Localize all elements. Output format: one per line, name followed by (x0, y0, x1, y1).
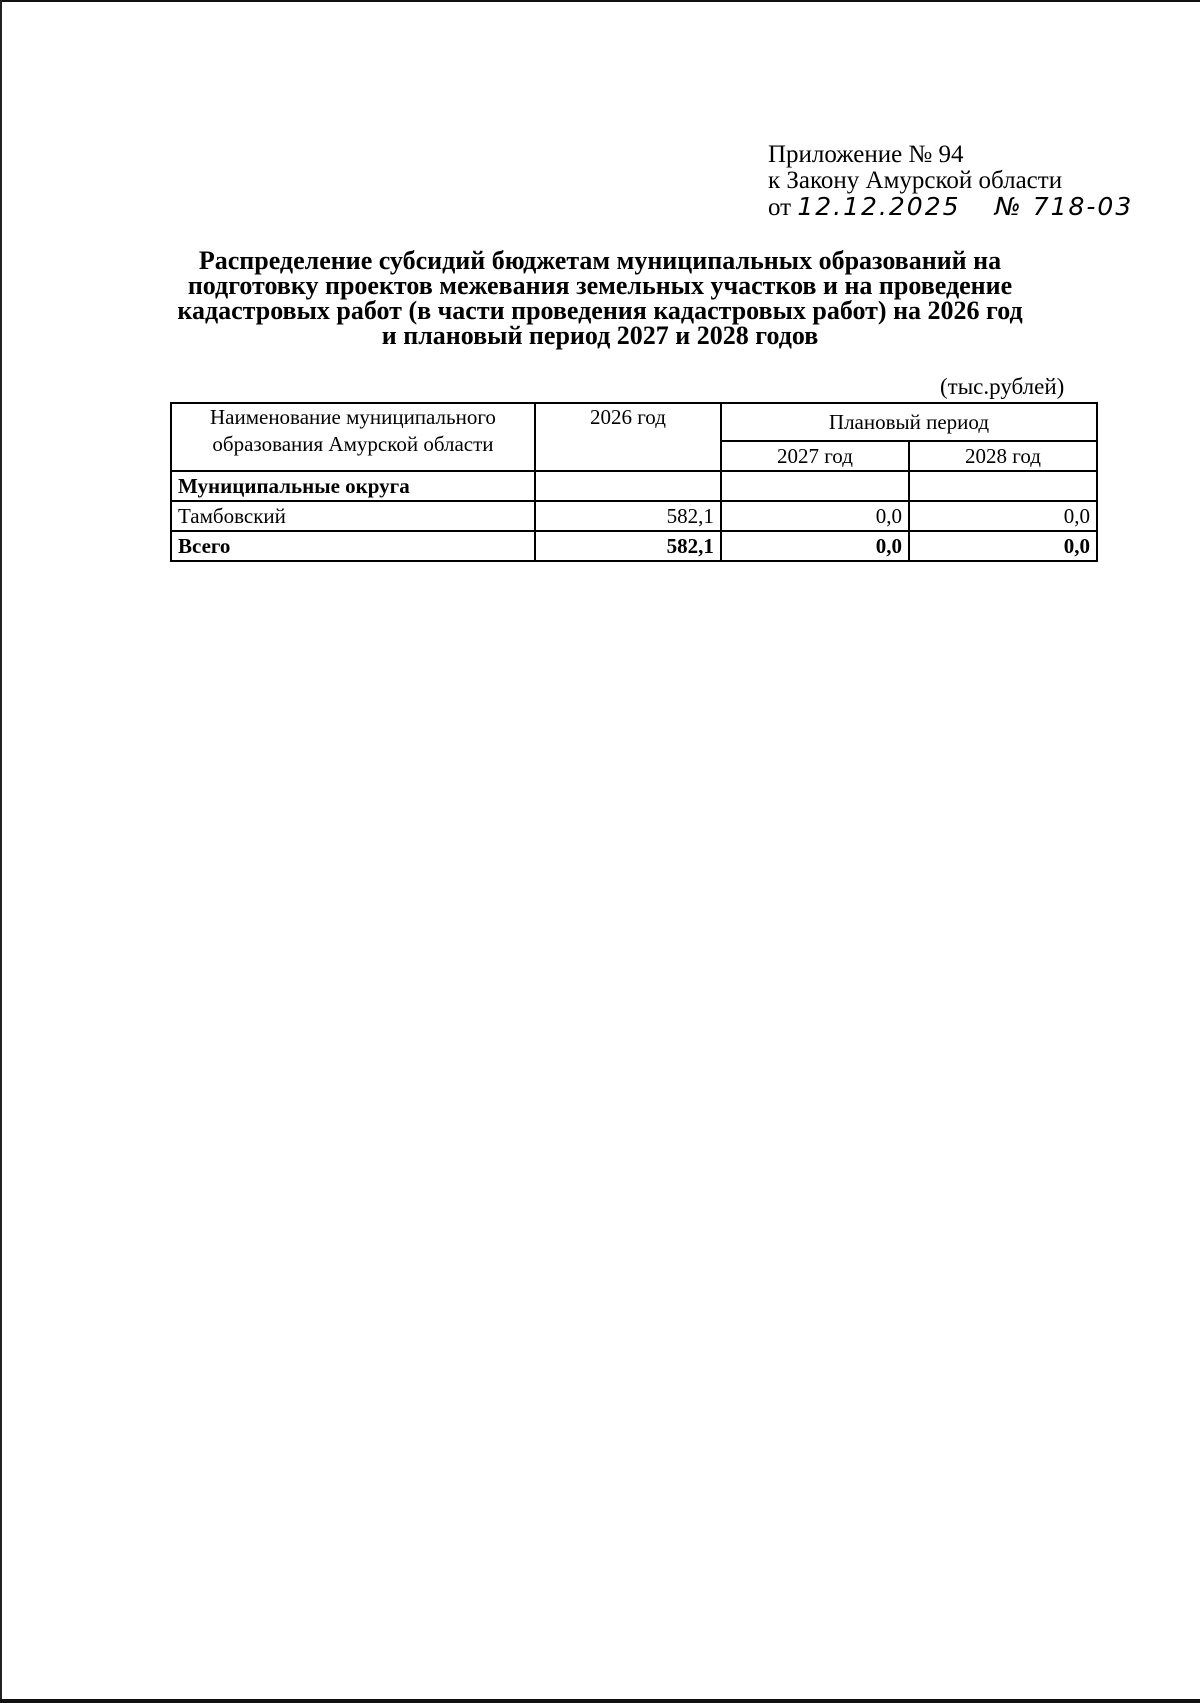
units-label: (тыс.рублей) (940, 374, 1065, 399)
title-line-4: и плановый период 2027 и 2028 годов (381, 321, 819, 350)
row-value-2026: 582,1 (535, 501, 721, 531)
row-value-2028 (909, 471, 1097, 501)
row-value-2026 (535, 471, 721, 501)
table-header-row (171, 403, 1097, 441)
scan-border-top (0, 0, 1200, 2)
row-name: Муниципальные округа (171, 471, 535, 501)
handwritten-date: 12.12.2025 (797, 192, 961, 221)
scan-border-left (0, 0, 2, 1703)
row-value-2026: 582,1 (535, 531, 721, 561)
table-row-total (171, 531, 1097, 561)
appendix-date-line (768, 194, 1133, 221)
subsidy-distribution-table (170, 402, 1098, 562)
row-value-2027: 0,0 (721, 531, 909, 561)
row-name: Всего (171, 531, 535, 561)
handwritten-law-number: № 718-03 (994, 192, 1134, 221)
column-header-planned-period: Плановый период (721, 403, 1097, 441)
date-prefix: от (768, 194, 792, 221)
column-header-municipality: Наименование муниципального образования Амурской области (171, 403, 535, 471)
row-value-2028: 0,0 (909, 501, 1097, 531)
row-value-2028: 0,0 (909, 531, 1097, 561)
title-line-3: кадастровых работ (в части проведения кадастровых работ) на 2026 год (177, 296, 1023, 325)
column-header-2027: 2027 год (721, 441, 909, 471)
table-row (171, 501, 1097, 531)
column-header-2028: 2028 год (909, 441, 1097, 471)
column-header-2026: 2026 год (535, 403, 721, 471)
document-title (120, 248, 1080, 348)
appendix-law-reference: к Закону Амурской области (768, 167, 1063, 194)
row-value-2027: 0,0 (721, 501, 909, 531)
appendix-number: Приложение № 94 (768, 141, 964, 168)
title-line-1: Распределение субсидий бюджетам муниципальных образований на (198, 246, 1002, 275)
row-value-2027 (721, 471, 909, 501)
title-line-2: подготовку проектов межевания земельных участков и на проведение (187, 271, 1013, 300)
appendix-header (768, 142, 1133, 221)
table-row-section (171, 471, 1097, 501)
scan-border-bottom (0, 1699, 1200, 1703)
row-name: Тамбовский (171, 501, 535, 531)
